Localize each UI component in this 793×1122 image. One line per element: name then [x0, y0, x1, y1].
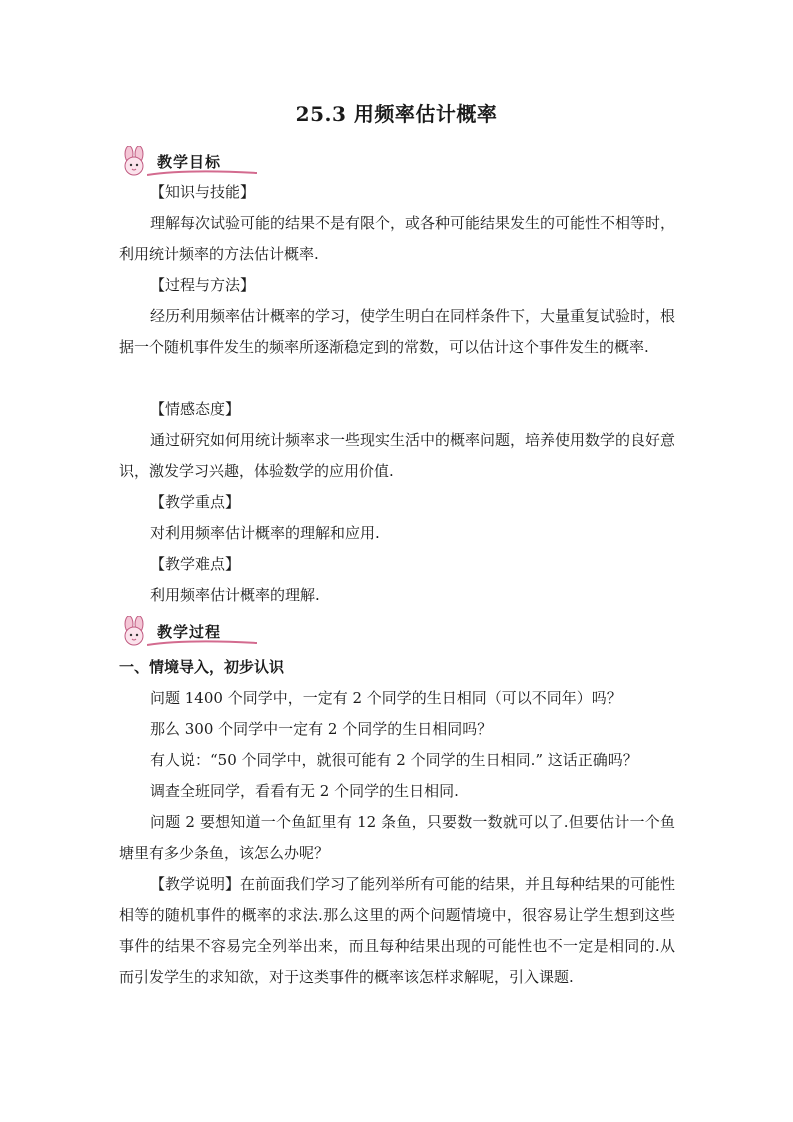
emotion-heading: 【情感态度】	[150, 400, 241, 418]
knowledge-heading: 【知识与技能】	[150, 183, 256, 201]
process-heading: 【过程与方法】	[150, 276, 256, 294]
question-1b: 那么 300 个同学中一定有 2 个同学的生日相同吗？	[150, 720, 493, 738]
key-point-heading: 【教学重点】	[150, 493, 241, 511]
question-1: 问题 1400 个同学中，一定有 2 个同学的生日相同（可以不同年）吗？	[150, 689, 622, 707]
question-2: 问题 2 要想知道一个鱼缸里有 12 条鱼，只要数一数就可以了.但要估计一个鱼塘里有多少条鱼，该怎么办呢？	[119, 813, 675, 862]
teaching-explanation: 【教学说明】在前面我们学习了能列举所有可能的结果，并且每种结果的可能性相等的随机事件的概率的求法.那么这里的两个问题情境中，很容易让学生想到这些事件的结果不容易完全列举出来，而且每种结果出现的可能性也不一定是相同的.从而引发学生的求知欲，对于这类事件的概率该怎样求解呢，引入课题.	[119, 875, 676, 986]
knowledge-body: 理解每次试验可能的结果不是有限个，或各种可能结果发生的可能性不相等时，利用统计频率的方法估计概率.	[119, 214, 676, 263]
emotion-body: 通过研究如何用统计频率求一些现实生活中的概率问题，培养使用数学的良好意识，激发学习兴趣，体验数学的应用价值.	[119, 431, 676, 480]
difficulty-body: 利用频率估计概率的理解.	[150, 586, 320, 604]
difficulty-heading: 【教学难点】	[150, 555, 241, 573]
section-banner-objectives	[117, 146, 257, 178]
process-body: 经历利用频率估计概率的学习，使学生明白在同样条件下，大量重复试验时，根据一个随机事件发生的频率所逐渐稳定到的常数，可以估计这个事件发生的概率.	[119, 307, 676, 356]
section-label-process: 教学过程	[157, 623, 222, 641]
section-label-objectives: 教学目标	[157, 153, 222, 171]
section-banner-process	[117, 616, 257, 648]
part1-heading: 一、情境导入，初步认识	[119, 658, 285, 676]
question-1c: 有人说：“50 个同学中，就很可能有 2 个同学的生日相同.” 这话正确吗？	[150, 751, 638, 769]
key-point-body: 对利用频率估计概率的理解和应用.	[150, 524, 380, 542]
question-1d: 调查全班同学，看看有无 2 个同学的生日相同.	[150, 782, 459, 800]
page-title: 25.3 用频率估计概率	[295, 102, 498, 126]
